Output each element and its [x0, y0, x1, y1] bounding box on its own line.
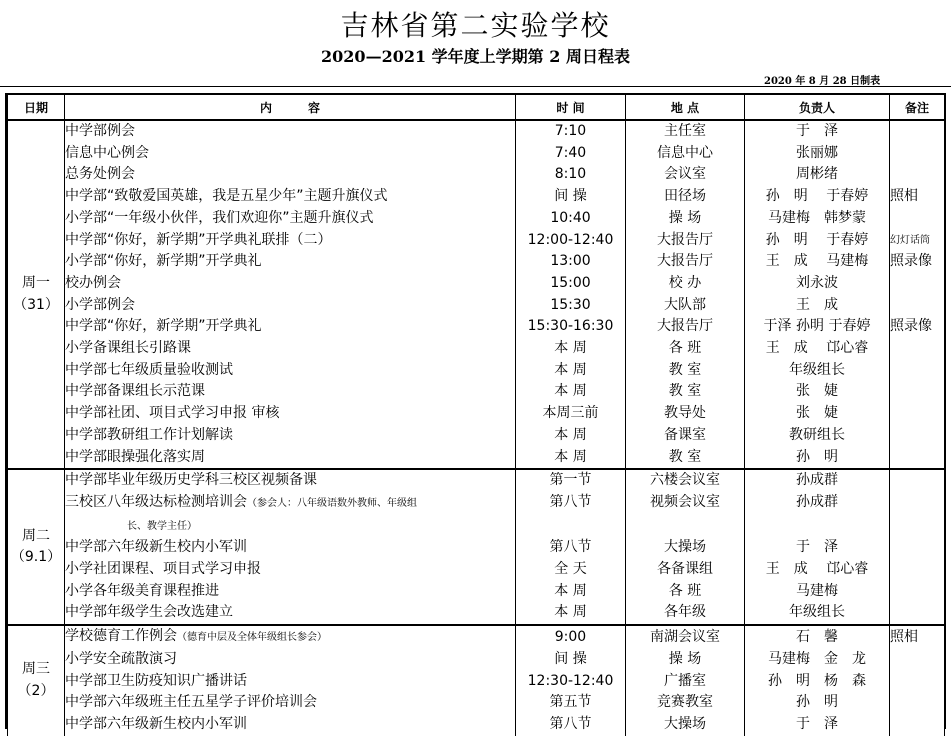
table-row [8, 692, 945, 714]
place-cell: 大队部 [626, 295, 745, 317]
day-date: （31） [13, 296, 59, 313]
content-cell [65, 120, 516, 143]
day-cell [8, 120, 65, 469]
place-cell: 大报告厅 [626, 230, 745, 252]
content-note: （参会人：八年级语数外教师、年级组 [247, 497, 417, 509]
place-cell: 各 班 [626, 338, 745, 360]
content-cell [65, 143, 516, 165]
col-place: 地 点 [626, 95, 745, 120]
content-cell [65, 425, 516, 447]
note-cell: 照相 [890, 186, 945, 208]
content-cell [65, 537, 516, 559]
time-cell: 15:30-16:30 [516, 316, 626, 338]
place-cell: 会议室 [626, 164, 745, 186]
content-cell [65, 692, 516, 714]
content-cell [65, 381, 516, 403]
day-name: 周三 [22, 661, 50, 678]
content-cell [65, 208, 516, 230]
content-cell [65, 447, 516, 470]
col-time: 时 间 [516, 95, 626, 120]
place-cell: 信息中心 [626, 143, 745, 165]
table-row [8, 208, 945, 230]
note-cell [890, 559, 945, 581]
content-text: 中学部社团、项目式学习申报 审核 [65, 405, 280, 422]
content-cell [65, 403, 516, 425]
person-cell: 于 泽 [745, 120, 890, 143]
table-row [8, 316, 945, 338]
person-cell: 马建梅 金 龙 [745, 649, 890, 671]
place-cell: 大报告厅 [626, 316, 745, 338]
content-cell [65, 602, 516, 625]
table-row [8, 602, 945, 625]
content-cell [65, 251, 516, 273]
time-cell: 本周三前 [516, 403, 626, 425]
time-cell: 13:00 [516, 251, 626, 273]
place-cell: 田径场 [626, 186, 745, 208]
table-row [8, 625, 945, 649]
note-cell [890, 425, 945, 447]
content-text: 中学部眼操强化落实周 [65, 448, 205, 465]
note-cell [890, 692, 945, 714]
table-row [8, 649, 945, 671]
place-cell: 主任室 [626, 120, 745, 143]
person-cell: 孙 明 杨 森 [745, 671, 890, 693]
content-cell [65, 581, 516, 603]
person-cell: 刘永波 [745, 273, 890, 295]
place-cell: 大操场 [626, 714, 745, 736]
table-row [8, 164, 945, 186]
note-cell [890, 447, 945, 470]
col-person: 负责人 [745, 95, 890, 120]
person-cell: 王 成 邙心睿 [745, 338, 890, 360]
day-name: 周一 [22, 274, 50, 291]
content-text: 小学部“一年级小伙伴，我们欢迎你”主题升旗仪式 [65, 209, 374, 226]
time-cell: 10:40 [516, 208, 626, 230]
time-cell: 15:00 [516, 273, 626, 295]
time-cell: 第八节 [516, 714, 626, 736]
place-cell: 教导处 [626, 403, 745, 425]
place-cell: 广播室 [626, 671, 745, 693]
place-cell: 大报告厅 [626, 251, 745, 273]
note-cell: 照录像 [890, 316, 945, 338]
place-cell: 大操场 [626, 537, 745, 559]
content-text: 小学部“你好，新学期”开学典礼 [65, 253, 262, 270]
time-cell: 本 周 [516, 447, 626, 470]
place-cell: 各备课组 [626, 559, 745, 581]
time-cell: 第五节 [516, 692, 626, 714]
table-row [8, 425, 945, 447]
table-row [8, 120, 945, 143]
school-title: 吉林省第二实验学校 [340, 9, 611, 42]
table-row [8, 186, 945, 208]
day-cell [8, 469, 65, 625]
time-cell: 间 操 [516, 186, 626, 208]
content-note: 长、教学主任） [127, 520, 197, 532]
note-cell [890, 273, 945, 295]
content-text: 小学各年级美育课程推进 [65, 582, 219, 599]
content-cell [65, 295, 516, 317]
place-cell: 视频会议室 [626, 492, 745, 515]
time-cell: 15:30 [516, 295, 626, 317]
content-text: 中学部例会 [65, 123, 135, 139]
content-cell [65, 186, 516, 208]
content-cell [65, 360, 516, 382]
table-row [8, 492, 945, 515]
content-cell [65, 338, 516, 360]
table-row [8, 714, 945, 736]
person-cell: 年级组长 [745, 360, 890, 382]
person-cell: 于 泽 [745, 537, 890, 559]
content-text: 校办例会 [65, 274, 121, 291]
place-cell: 备课室 [626, 425, 745, 447]
note-cell [890, 515, 945, 538]
note-cell [890, 360, 945, 382]
person-cell: 王 成 邙心睿 [745, 559, 890, 581]
content-text: 三校区八年级达标检测培训会 [65, 493, 247, 510]
content-text: 中学部六年级班主任五星学子评价培训会 [65, 694, 317, 711]
place-cell: 教 室 [626, 447, 745, 470]
content-text: 中学部七年级质量验收测试 [65, 361, 233, 378]
content-cell [65, 714, 516, 736]
content-text: 学校德育工作例会 [65, 628, 177, 645]
place-cell: 教 室 [626, 360, 745, 382]
person-cell: 张 婕 [745, 381, 890, 403]
time-cell: 7:40 [516, 143, 626, 165]
time-cell: 本 周 [516, 425, 626, 447]
content-text: 中学部卫生防疫知识广播讲话 [65, 672, 247, 689]
person-cell: 孙 明 于春婷 [745, 186, 890, 208]
place-cell: 各 班 [626, 581, 745, 603]
day-cell [8, 625, 65, 736]
note-cell [890, 120, 945, 143]
content-text: 中学部“你好，新学期”开学典礼 [65, 318, 262, 335]
note-cell [890, 492, 945, 515]
content-cell [65, 164, 516, 186]
content-text: 中学部备课组长示范课 [65, 383, 205, 400]
content-text: 中学部“你好，新学期”开学典礼联排（二） [65, 231, 332, 248]
content-text: 小学备课组长引路课 [65, 340, 191, 357]
day-date: （2） [17, 682, 55, 699]
content-text: 小学安全疏散演习 [65, 650, 177, 667]
schedule-table [7, 95, 945, 736]
note-cell [890, 381, 945, 403]
content-cell [65, 515, 516, 538]
table-row [8, 230, 945, 252]
day-name: 周二 [22, 527, 50, 544]
col-note: 备注 [890, 95, 945, 120]
col-content: 内 容 [65, 95, 516, 120]
made-date: 2020 年 8 月 28 日制表 [764, 76, 881, 87]
table-row [8, 537, 945, 559]
place-cell: 六楼会议室 [626, 469, 745, 492]
schedule-body [8, 120, 945, 736]
person-cell: 孙 明 [745, 447, 890, 470]
place-cell: 各年级 [626, 602, 745, 625]
content-cell [65, 671, 516, 693]
place-cell: 竞赛教室 [626, 692, 745, 714]
col-date: 日期 [8, 95, 65, 120]
person-cell: 马建梅 [745, 581, 890, 603]
time-cell: 本 周 [516, 360, 626, 382]
place-cell: 南湖会议室 [626, 625, 745, 649]
content-text: 信息中心例会 [65, 144, 149, 161]
time-cell: 本 周 [516, 602, 626, 625]
time-cell: 本 周 [516, 581, 626, 603]
person-cell: 王 成 [745, 295, 890, 317]
person-cell [745, 515, 890, 538]
content-text: 小学社团课程、项目式学习申报 [65, 561, 261, 578]
content-text: 中学部“致敬爱国英雄，我是五星少年”主题升旗仪式 [65, 188, 388, 205]
place-cell: 操 场 [626, 208, 745, 230]
time-cell: 9:00 [516, 625, 626, 649]
note-cell [890, 602, 945, 625]
person-cell: 周彬绪 [745, 164, 890, 186]
table-row [8, 515, 945, 538]
place-cell: 教 室 [626, 381, 745, 403]
table-row [8, 360, 945, 382]
table-row [8, 143, 945, 165]
content-text: 总务处例会 [65, 166, 135, 183]
person-cell: 石 馨 [745, 625, 890, 649]
time-cell [516, 515, 626, 538]
table-row [8, 381, 945, 403]
place-cell: 校 办 [626, 273, 745, 295]
person-cell: 张 婕 [745, 403, 890, 425]
table-row [8, 447, 945, 470]
time-cell: 间 操 [516, 649, 626, 671]
time-cell: 第八节 [516, 537, 626, 559]
table-row [8, 273, 945, 295]
note-cell [890, 143, 945, 165]
note-cell [890, 208, 945, 230]
person-cell: 教研组长 [745, 425, 890, 447]
person-cell: 孙 明 [745, 692, 890, 714]
person-cell: 年级组长 [745, 602, 890, 625]
note-cell [890, 537, 945, 559]
content-text: 中学部六年级新生校内小军训 [65, 715, 247, 732]
table-row [8, 559, 945, 581]
time-cell: 全 天 [516, 559, 626, 581]
note-cell: 照录像 [890, 251, 945, 273]
note-cell: 照相 [890, 625, 945, 649]
content-note: （德育中层及全体年级组长参会） [177, 632, 327, 644]
table-row [8, 469, 945, 492]
content-cell [65, 492, 516, 515]
person-cell: 张丽娜 [745, 143, 890, 165]
person-cell: 孙成群 [745, 492, 890, 515]
note-cell [890, 649, 945, 671]
content-text: 中学部毕业年级历史学科三校区视频备课 [65, 472, 317, 489]
note-cell: 幻灯话筒 [890, 230, 945, 252]
content-text: 中学部年级学生会改选建立 [65, 604, 233, 621]
person-cell: 于 泽 [745, 714, 890, 736]
content-text: 中学部教研组工作计划解读 [65, 426, 233, 443]
note-cell [890, 338, 945, 360]
place-cell: 操 场 [626, 649, 745, 671]
person-cell: 孙成群 [745, 469, 890, 492]
header-divider [0, 86, 951, 87]
time-cell: 12:00-12:40 [516, 230, 626, 252]
note-cell [890, 403, 945, 425]
content-cell [65, 625, 516, 649]
header-row [8, 95, 945, 120]
content-cell [65, 230, 516, 252]
person-cell: 王 成 马建梅 [745, 251, 890, 273]
table-row [8, 671, 945, 693]
content-cell [65, 273, 516, 295]
time-cell: 7:10 [516, 120, 626, 143]
table-row [8, 338, 945, 360]
note-cell [890, 581, 945, 603]
note-cell [890, 714, 945, 736]
person-cell: 马建梅 韩梦蒙 [745, 208, 890, 230]
content-cell [65, 469, 516, 492]
time-cell: 本 周 [516, 338, 626, 360]
table-row [8, 581, 945, 603]
content-cell [65, 559, 516, 581]
person-cell: 孙 明 于春婷 [745, 230, 890, 252]
content-text: 小学部例会 [65, 296, 135, 313]
note-cell [890, 671, 945, 693]
time-cell: 12:30-12:40 [516, 671, 626, 693]
day-date: （9.1） [10, 549, 62, 566]
note-cell [890, 469, 945, 492]
content-text: 中学部六年级新生校内小军训 [65, 539, 247, 556]
time-cell: 第一节 [516, 469, 626, 492]
table-row [8, 403, 945, 425]
schedule-subtitle: 2020—2021 学年度上学期第 2 周日程表 [321, 47, 630, 66]
time-cell: 第八节 [516, 492, 626, 515]
content-cell [65, 316, 516, 338]
table-row [8, 295, 945, 317]
time-cell: 本 周 [516, 381, 626, 403]
person-cell: 于泽 孙明 于春婷 [745, 316, 890, 338]
place-cell [626, 515, 745, 538]
note-cell [890, 164, 945, 186]
content-cell [65, 649, 516, 671]
time-cell: 8:10 [516, 164, 626, 186]
note-cell [890, 295, 945, 317]
table-row [8, 251, 945, 273]
